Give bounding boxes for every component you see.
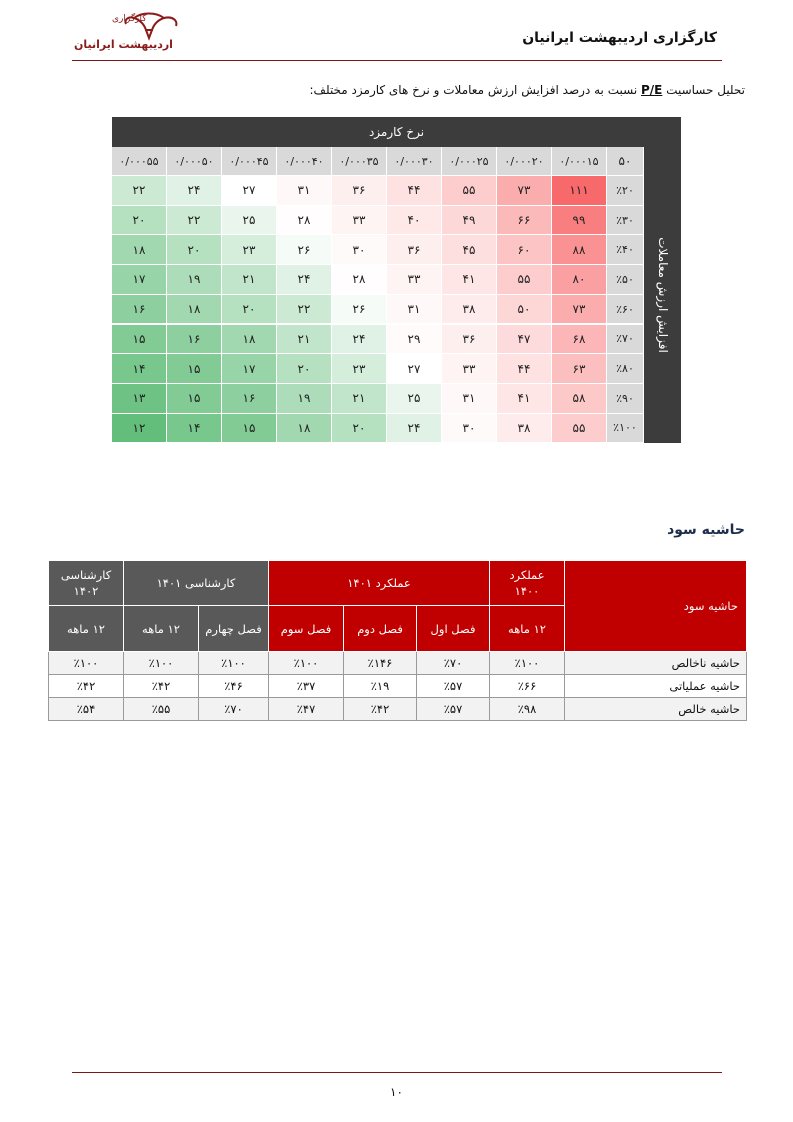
pe-value-cell: ۵۰ <box>497 295 552 325</box>
table-cell: ٪۱۹ <box>344 675 417 698</box>
trade-increase-row-header: ٪۳۰ <box>607 206 644 236</box>
pe-value-cell: ۱۹ <box>167 265 222 295</box>
pe-value-cell: ۱۶ <box>167 325 222 355</box>
pe-value-cell: ۷۳ <box>497 176 552 206</box>
table-cell: ٪۴۶ <box>199 675 269 698</box>
pe-value-cell: ۱۷ <box>222 354 277 384</box>
table-cell: ٪۴۷ <box>269 698 344 721</box>
pe-value-cell: ۶۶ <box>497 206 552 236</box>
sensitivity-table <box>112 117 681 443</box>
sub-header: ۱۲ ماهه <box>49 606 124 652</box>
caption-post: نسبت به درصد افزایش ارزش معاملات و نرخ های کارمزد مختلف: <box>309 83 641 97</box>
pe-value-cell: ۲۴ <box>332 325 387 355</box>
table-cell: ٪۱۰۰ <box>199 652 269 675</box>
pe-value-cell: ۲۴ <box>387 414 442 444</box>
margin-table <box>48 560 747 721</box>
sub-header: فصل دوم <box>344 606 417 652</box>
table-cell: ٪۱۰۰ <box>490 652 565 675</box>
table-row <box>49 698 747 721</box>
company-name: کارگزاری اردیبهشت ایرانیان <box>522 30 717 46</box>
table-cell: ٪۱۰۰ <box>124 652 199 675</box>
pe-value-cell: ۳۸ <box>442 295 497 325</box>
pe-value-cell: ۳۳ <box>332 206 387 236</box>
sub-header: ۱۲ ماهه <box>124 606 199 652</box>
pe-value-cell: ۴۵ <box>442 235 497 265</box>
pe-value-cell: ۸۸ <box>552 235 607 265</box>
pe-value-cell: ۱۸ <box>277 414 332 444</box>
pe-value-cell: ۱۱۱ <box>552 176 607 206</box>
pe-value-cell: ۱۵ <box>167 354 222 384</box>
fee-rate-column-header: ۰/۰۰۰۳۰ <box>387 147 442 176</box>
pe-value-cell: ۲۰ <box>222 295 277 325</box>
table-cell: ٪۳۷ <box>269 675 344 698</box>
pe-value-cell: ۲۷ <box>387 354 442 384</box>
pe-value-cell: ۳۶ <box>387 235 442 265</box>
table-row <box>49 652 747 675</box>
pe-value-cell: ۱۶ <box>222 384 277 414</box>
pe-value-cell: ۷۳ <box>552 295 607 325</box>
fee-rate-column-header: ۰/۰۰۰۱۵ <box>552 147 607 176</box>
trade-increase-row-header: ٪۱۰۰ <box>607 414 644 444</box>
table-cell: ٪۱۴۶ <box>344 652 417 675</box>
pe-value-cell: ۵۵ <box>497 265 552 295</box>
fee-rate-column-header: ۰/۰۰۰۳۵ <box>332 147 387 176</box>
row-label: حاشیه ناخالص <box>565 652 747 675</box>
pe-value-cell: ۲۳ <box>332 354 387 384</box>
pe-value-cell: ۱۷ <box>112 265 167 295</box>
trade-increase-row-header: ٪۵۰ <box>607 265 644 295</box>
pe-value-cell: ۴۷ <box>497 325 552 355</box>
pe-value-cell: ۴۴ <box>387 176 442 206</box>
pe-value-cell: ۲۶ <box>277 235 332 265</box>
fee-rate-column-header: ۰/۰۰۰۴۵ <box>222 147 277 176</box>
pe-value-cell: ۵۵ <box>552 414 607 444</box>
fee-rate-column-header: ۰/۰۰۰۵۰ <box>167 147 222 176</box>
table-cell: ٪۵۷ <box>417 675 490 698</box>
pe-value-cell: ۲۲ <box>167 206 222 236</box>
margin-header-label: حاشیه سود <box>565 561 747 652</box>
pe-value-cell: ۲۸ <box>277 206 332 236</box>
pe-value-cell: ۱۴ <box>167 414 222 444</box>
pe-value-cell: ۳۶ <box>332 176 387 206</box>
pe-value-cell: ۱۵ <box>222 414 277 444</box>
row-label: حاشیه خالص <box>565 698 747 721</box>
pe-value-cell: ۲۰ <box>112 206 167 236</box>
pe-value-cell: ۲۷ <box>222 176 277 206</box>
pe-value-cell: ۳۳ <box>442 354 497 384</box>
fee-rate-column-header: ۰/۰۰۰۲۵ <box>442 147 497 176</box>
fee-rate-column-header: ۰/۰۰۰۲۰ <box>497 147 552 176</box>
company-logo <box>72 10 182 56</box>
trade-increase-row-header: ٪۸۰ <box>607 354 644 384</box>
pe-value-cell: ۱۸ <box>167 295 222 325</box>
pe-value-cell: ۶۳ <box>552 354 607 384</box>
margin-header-row <box>49 561 747 606</box>
fee-rate-column-header: ۰/۰۰۰۵۵ <box>112 147 167 176</box>
sub-header: ۱۲ ماهه <box>490 606 565 652</box>
trade-increase-row-header: ٪۷۰ <box>607 325 644 355</box>
table-cell: ٪۱۰۰ <box>269 652 344 675</box>
pe-value-cell: ۲۵ <box>222 206 277 236</box>
pe-value-cell: ۱۳ <box>112 384 167 414</box>
pe-value-cell: ۲۶ <box>332 295 387 325</box>
margin-section-title: حاشیه سود <box>667 522 745 538</box>
logo-main-text: اردیبهشت ایرانیان <box>74 38 173 51</box>
header-divider <box>72 60 722 61</box>
logo-small-text: کارگزاری <box>112 14 147 24</box>
table-cell: ٪۵۷ <box>417 698 490 721</box>
table-cell: ٪۵۵ <box>124 698 199 721</box>
pe-value-cell: ۲۱ <box>277 325 332 355</box>
fee-rate-column-header: ۰/۰۰۰۴۰ <box>277 147 332 176</box>
pe-value-cell: ۴۱ <box>442 265 497 295</box>
table-cell: ٪۴۲ <box>344 698 417 721</box>
pe-value-cell: ۵۸ <box>552 384 607 414</box>
pe-value-cell: ۴۱ <box>497 384 552 414</box>
page-number: ۱۰ <box>390 1085 403 1099</box>
trade-increase-row-header: ٪۹۰ <box>607 384 644 414</box>
table-cell: ٪۹۸ <box>490 698 565 721</box>
pe-value-cell: ۲۲ <box>112 176 167 206</box>
pe-value-cell: ۲۴ <box>167 176 222 206</box>
pe-value-cell: ۱۸ <box>112 235 167 265</box>
table-cell: ٪۷۰ <box>199 698 269 721</box>
pe-value-cell: ۳۰ <box>332 235 387 265</box>
row-label: حاشیه عملیاتی <box>565 675 747 698</box>
pe-value-cell: ۱۲ <box>112 414 167 444</box>
fee-rate-header: نرخ کارمزد <box>112 117 681 147</box>
pe-value-cell: ۳۸ <box>497 414 552 444</box>
pe-value-cell: ۲۰ <box>332 414 387 444</box>
group-est-1402: کارشناسی ۱۴۰۲ <box>49 561 124 606</box>
footer-divider <box>72 1072 722 1073</box>
pe-value-cell: ۲۰ <box>167 235 222 265</box>
pe-value-cell: ۳۱ <box>442 384 497 414</box>
trade-increase-row-header: ٪۴۰ <box>607 235 644 265</box>
table-cell: ٪۷۰ <box>417 652 490 675</box>
pe-value-cell: ۸۰ <box>552 265 607 295</box>
sub-header: فصل اول <box>417 606 490 652</box>
pe-value-cell: ۶۸ <box>552 325 607 355</box>
table-cell: ٪۶۶ <box>490 675 565 698</box>
table-cell: ٪۱۰۰ <box>49 652 124 675</box>
pe-value-cell: ۲۸ <box>332 265 387 295</box>
pe-value-cell: ۲۴ <box>277 265 332 295</box>
trade-value-header <box>644 147 681 443</box>
pe-value-cell: ۲۹ <box>387 325 442 355</box>
table-row <box>49 675 747 698</box>
pe-value-cell: ۴۰ <box>387 206 442 236</box>
group-est-1401: کارشناسی ۱۴۰۱ <box>124 561 269 606</box>
pe-value-cell: ۳۱ <box>277 176 332 206</box>
group-perf-1400: عملکرد ۱۴۰۰ <box>490 561 565 606</box>
pe-value-cell: ۴۹ <box>442 206 497 236</box>
caption-pe: P/E <box>640 83 663 97</box>
pe-value-cell: ۳۶ <box>442 325 497 355</box>
table-cell: ٪۴۲ <box>49 675 124 698</box>
pe-value-cell: ۳۰ <box>442 414 497 444</box>
pe-value-cell: ۱۹ <box>277 384 332 414</box>
sub-header: فصل چهارم <box>199 606 269 652</box>
pe-value-cell: ۱۴ <box>112 354 167 384</box>
pe-value-cell: ۳۱ <box>387 295 442 325</box>
pe-value-cell: ۱۶ <box>112 295 167 325</box>
pe-value-cell: ۲۵ <box>387 384 442 414</box>
group-perf-1401: عملکرد ۱۴۰۱ <box>269 561 490 606</box>
corner-cell: ۵۰ <box>607 147 644 176</box>
table-cell: ٪۵۴ <box>49 698 124 721</box>
sub-header: فصل سوم <box>269 606 344 652</box>
pe-value-cell: ۲۱ <box>222 265 277 295</box>
pe-value-cell: ۳۳ <box>387 265 442 295</box>
pe-value-cell: ۲۳ <box>222 235 277 265</box>
pe-value-cell: ۵۵ <box>442 176 497 206</box>
caption-pre: تحلیل حساسیت <box>662 83 745 97</box>
pe-value-cell: ۱۵ <box>112 325 167 355</box>
trade-value-label: افزایش ارزش معاملات <box>655 237 670 353</box>
pe-value-cell: ۹۹ <box>552 206 607 236</box>
table-cell: ٪۴۲ <box>124 675 199 698</box>
trade-increase-row-header: ٪۲۰ <box>607 176 644 206</box>
pe-value-cell: ۱۵ <box>167 384 222 414</box>
pe-value-cell: ۲۱ <box>332 384 387 414</box>
pe-value-cell: ۲۰ <box>277 354 332 384</box>
pe-value-cell: ۱۸ <box>222 325 277 355</box>
pe-value-cell: ۶۰ <box>497 235 552 265</box>
pe-value-cell: ۴۴ <box>497 354 552 384</box>
sensitivity-caption <box>310 83 746 97</box>
trade-increase-row-header: ٪۶۰ <box>607 295 644 325</box>
pe-value-cell: ۲۲ <box>277 295 332 325</box>
